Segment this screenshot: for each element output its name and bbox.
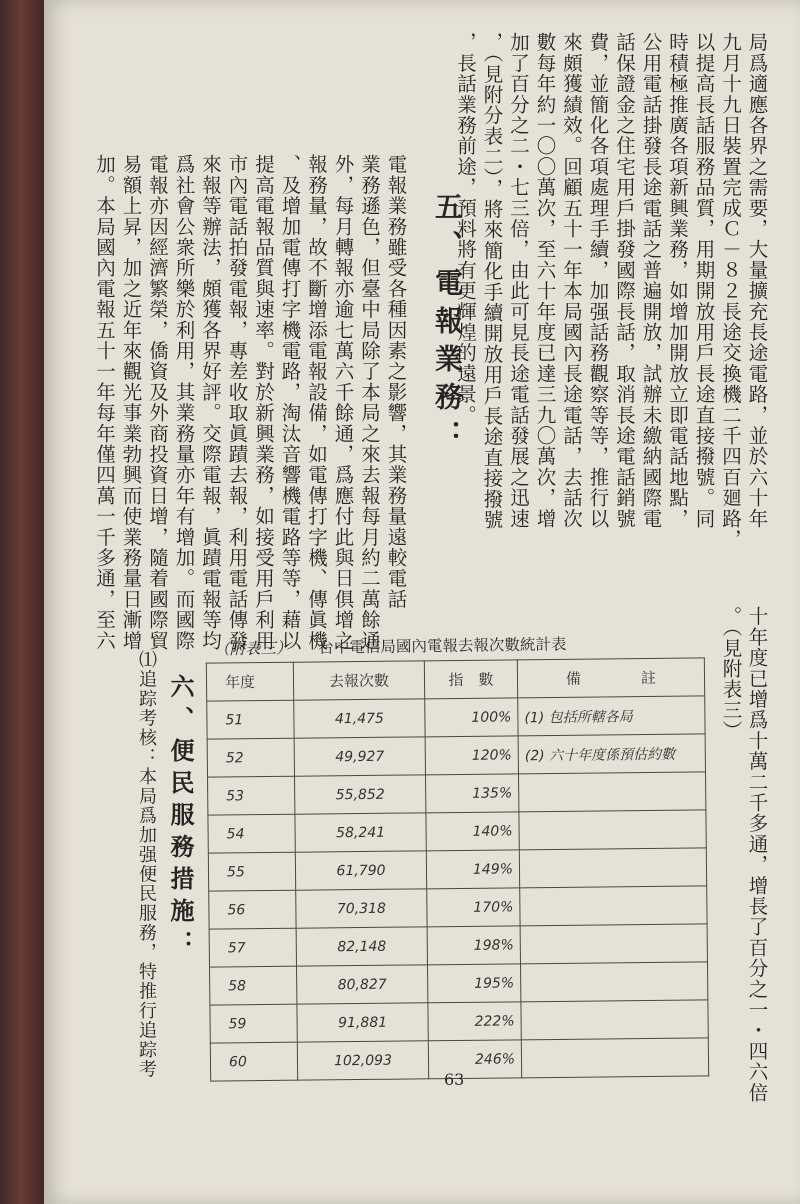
header-note: 備 註 [517, 658, 704, 698]
note-cell: (1) 包括所轄各局 [518, 696, 705, 736]
year-cell: 54 [208, 814, 295, 853]
section5-heading: 五、電報業務： [431, 192, 464, 458]
table-row [208, 772, 706, 815]
right-text-column: 。（見附表三） [719, 606, 743, 742]
index-cell: 170% [427, 888, 520, 927]
index-cell: 140% [426, 812, 519, 851]
index-cell: 246% [428, 1040, 521, 1079]
year-cell: 57 [209, 928, 296, 967]
index-cell: 198% [427, 926, 520, 965]
table-title-text: 台中電信局國內電報去報次數統計表 [318, 635, 567, 657]
year-cell: 60 [210, 1042, 297, 1081]
index-cell: 149% [426, 850, 519, 889]
note-cell [519, 772, 706, 812]
section4-text-column: 以提高長話服務品質，用期開放用戶長途直接撥號。同 [692, 32, 716, 529]
header-year: 年度 [206, 662, 293, 701]
section5-text-column: 電報業務雖受各種因素之影響，其業務量遠較電話 [384, 154, 408, 610]
count-cell: 41,475 [294, 699, 425, 738]
section5-text-column: 提高電報品質與速率。對於新興業務，如接受用戶利用 [252, 154, 275, 651]
section5-text-column: 加。本局國內電報五十一年每年僅四萬一千多通，至六 [93, 154, 116, 651]
index-cell: 100% [425, 698, 518, 737]
section5-text-column: 易額上昇，加之近年來觀光事業勃興而使業務量日漸增 [119, 154, 143, 651]
table-row [208, 810, 706, 853]
year-cell: 51 [207, 700, 294, 739]
year-cell: 55 [208, 852, 295, 891]
note-cell [521, 1000, 708, 1040]
count-cell: 102,093 [297, 1041, 428, 1080]
table-label: （附表三） [213, 639, 292, 659]
count-cell: 55,852 [295, 775, 426, 814]
table-row [207, 734, 705, 777]
table-row [208, 848, 706, 891]
table-row [209, 924, 707, 967]
note-cell [520, 962, 707, 1002]
section4-text-column: ，長話業務前途，預料將有更輝煌的遠景。 [454, 32, 477, 426]
section4-text-column: 來頗獲績效。回顧五十一年本局國內長途電話，去話次 [560, 32, 583, 529]
section5-text-column: 電報亦因經濟繁榮，僑資及外商投資日增，隨着國際貿 [146, 154, 169, 651]
year-cell: 52 [207, 738, 294, 777]
section4-text-column: 局爲適應各界之需要，大量擴充長途電路，並於六十年 [745, 32, 769, 529]
table-row [210, 962, 708, 1005]
year-cell: 53 [208, 776, 295, 815]
section4-text-column: 數每年約一〇〇萬次，至六十年度已達三九〇萬次，增 [533, 32, 557, 529]
index-cell: 120% [425, 736, 518, 775]
note-cell [521, 1038, 708, 1078]
page-number: 63 [444, 1070, 465, 1089]
table-row [209, 886, 707, 929]
section4-text-column: 加了百分之二・七三倍，由此可見長途電話發展之迅速 [507, 32, 530, 529]
count-cell: 58,241 [295, 813, 426, 852]
year-cell: 59 [210, 1004, 297, 1043]
count-cell: 61,790 [295, 851, 426, 890]
section4-text-column: 話保證金之住宅用戶掛發國際長話，取消長途電話銷號 [613, 32, 636, 529]
telegram-stats-table [206, 657, 709, 1081]
note-cell [519, 848, 706, 888]
index-cell: 135% [426, 774, 519, 813]
index-cell: 195% [427, 964, 520, 1003]
count-cell: 80,827 [297, 965, 428, 1004]
count-cell: 70,318 [296, 889, 427, 928]
section5-text-column: 、及增加電傳打字機電路，淘汰音響機電路等等，藉以 [278, 154, 302, 651]
count-cell: 49,927 [294, 737, 425, 776]
table-row [210, 1000, 708, 1043]
header-count: 去報次數 [293, 661, 424, 700]
section5-text-column: 業務遜色，但臺中局除了本局之來去報每月約二萬餘通 [358, 154, 381, 651]
section4-text-column: 九月十九日裝置完成Ｃ－８２長途交換機二千四百廻路， [719, 32, 742, 550]
section4-text-column: 公用電話掛發長途電話之普遍開放，試辦未繳納國際電 [639, 32, 663, 529]
section5-text-column: 市內電話拍發電報，專差收取眞蹟去報，利用電話傳發 [225, 154, 249, 651]
section5-text-column: 報務量，故不斷增添電報設備，如電傳打字機、傳眞機 [305, 154, 328, 651]
year-cell: 58 [210, 966, 297, 1005]
section4-text-column: 時積極推廣各項新興業務，如增加開放立即電話地點， [666, 32, 689, 529]
section4-text-column: ，（見附分表二），將來簡化手續開放用戶長途直接撥號 [480, 32, 504, 530]
note-cell [520, 886, 707, 926]
index-cell: 222% [428, 1002, 521, 1041]
table-header-row [206, 658, 704, 701]
note-cell [520, 924, 707, 964]
header-index: 指 數 [424, 660, 517, 699]
note-cell: (2) 六十年度係預估約數 [518, 734, 705, 774]
section6-heading: 六、便民服務措施： [166, 674, 195, 962]
year-cell: 56 [209, 890, 296, 929]
count-cell: 82,148 [296, 927, 427, 966]
section6-item1: ⑴追踪考核：本局爲加强便民服務，特推行追踪考 [136, 650, 157, 1079]
count-cell: 91,881 [297, 1003, 428, 1042]
table-row [207, 696, 705, 739]
section5-text-column: 爲社會公衆所樂於利用，其業務量亦年有增加。而國際 [172, 154, 196, 651]
section5-text-column: 外，每月轉報亦逾七萬六千餘通，爲應付此與日俱增之 [331, 154, 355, 651]
note-cell [519, 810, 706, 850]
right-text-column: 十年度已增爲十萬二千多通，增長了百分之一・四六倍 [745, 606, 769, 1103]
section4-text-column: 費，並簡化各項處理手續，加强話務觀察等等，推行以 [586, 32, 610, 529]
section5-text-column: 來報等辦法，頗獲各界好評。交際電報，眞蹟電報等均 [199, 154, 222, 651]
